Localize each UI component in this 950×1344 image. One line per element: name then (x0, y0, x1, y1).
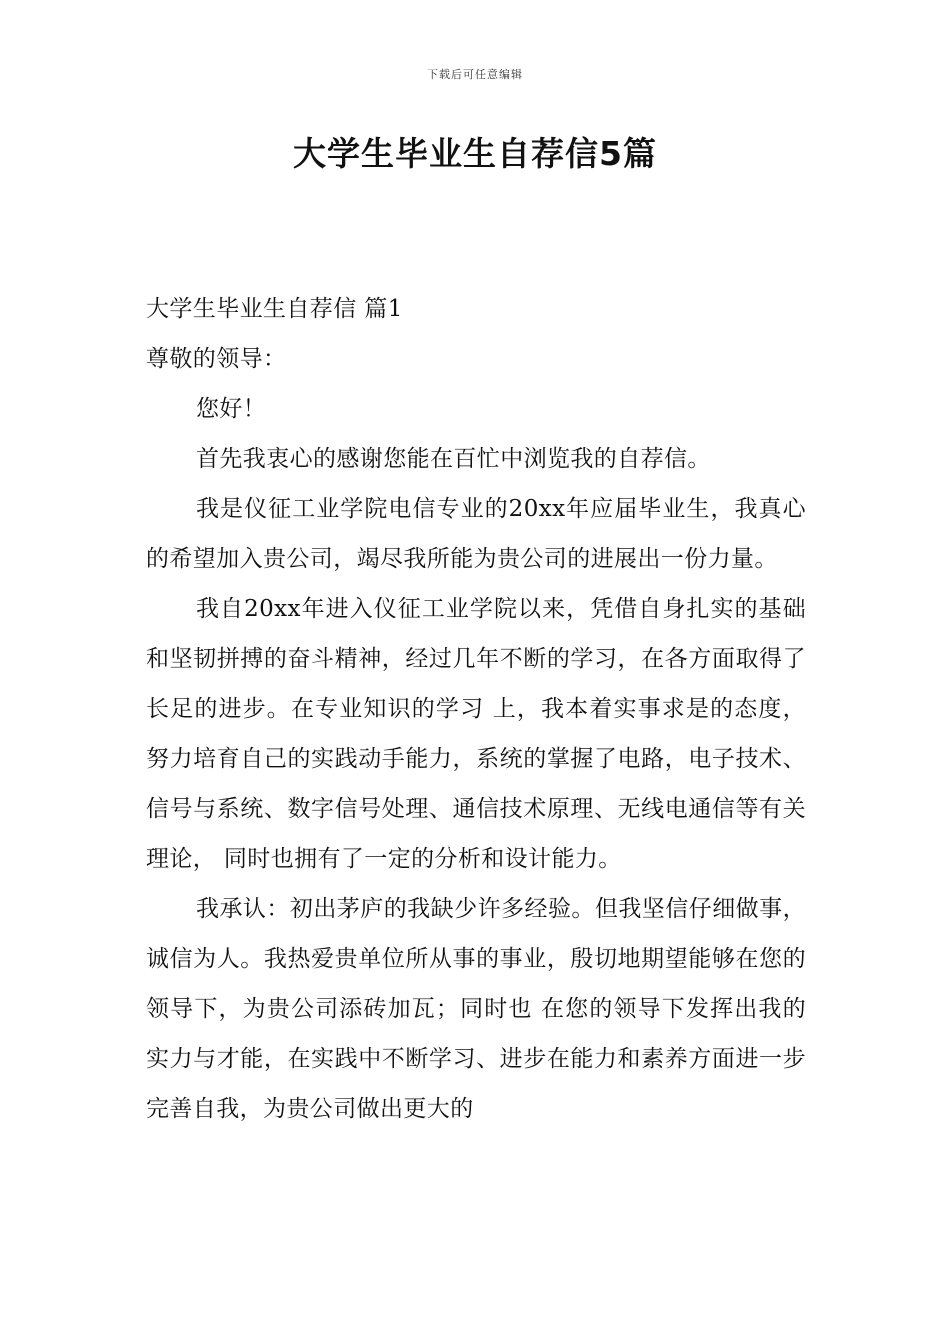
document-title: 大学生毕业生自荐信5篇 (293, 134, 657, 173)
salutation: 尊敬的领导： (146, 346, 287, 372)
section-heading: 大学生毕业生自荐信 篇1 (146, 296, 403, 322)
letter-body (146, 284, 806, 1134)
header-note: 下载后可任意编辑 (427, 68, 523, 81)
paragraph-thanks: 首先我衷心的感谢您能在百忙中浏览我的自荐信。 (196, 446, 711, 472)
paragraph-commitment: 我承认：初出茅庐的我缺少许多经验。但我坚信仔细做事，诚信为人。我热爱贵单位所从事的事业，殷切地期望能够在您的领导下，为贵公司添砖加瓦；同时也 在您的领导下发挥出我的实力与才能，在实践中不断学习、进步在能力和素养方面进一步完善自我，为贵公司做出更大的 (146, 896, 806, 1122)
paragraph-greeting: 您好！ (196, 396, 267, 422)
paragraph-education: 我自20xx年进入仪征工业学院以来，凭借自身扎实的基础和坚韧拼搏的奋斗精神，经过几年不断的学习，在各方面取得了长足的进步。在专业知识的学习 上，我本着实事求是的态度，努力培育自己的实践动手能力，系统的掌握了电路，电子技术、信号与系统、数字信号处理、通信技术原理、无线电通信等有关理论， 同时也拥有了一定的分析和设计能力。 (146, 596, 806, 872)
paragraph-introduction: 我是仪征工业学院电信专业的20xx年应届毕业生，我真心的希望加入贵公司，竭尽我所能为贵公司的进展出一份力量。 (146, 496, 806, 572)
